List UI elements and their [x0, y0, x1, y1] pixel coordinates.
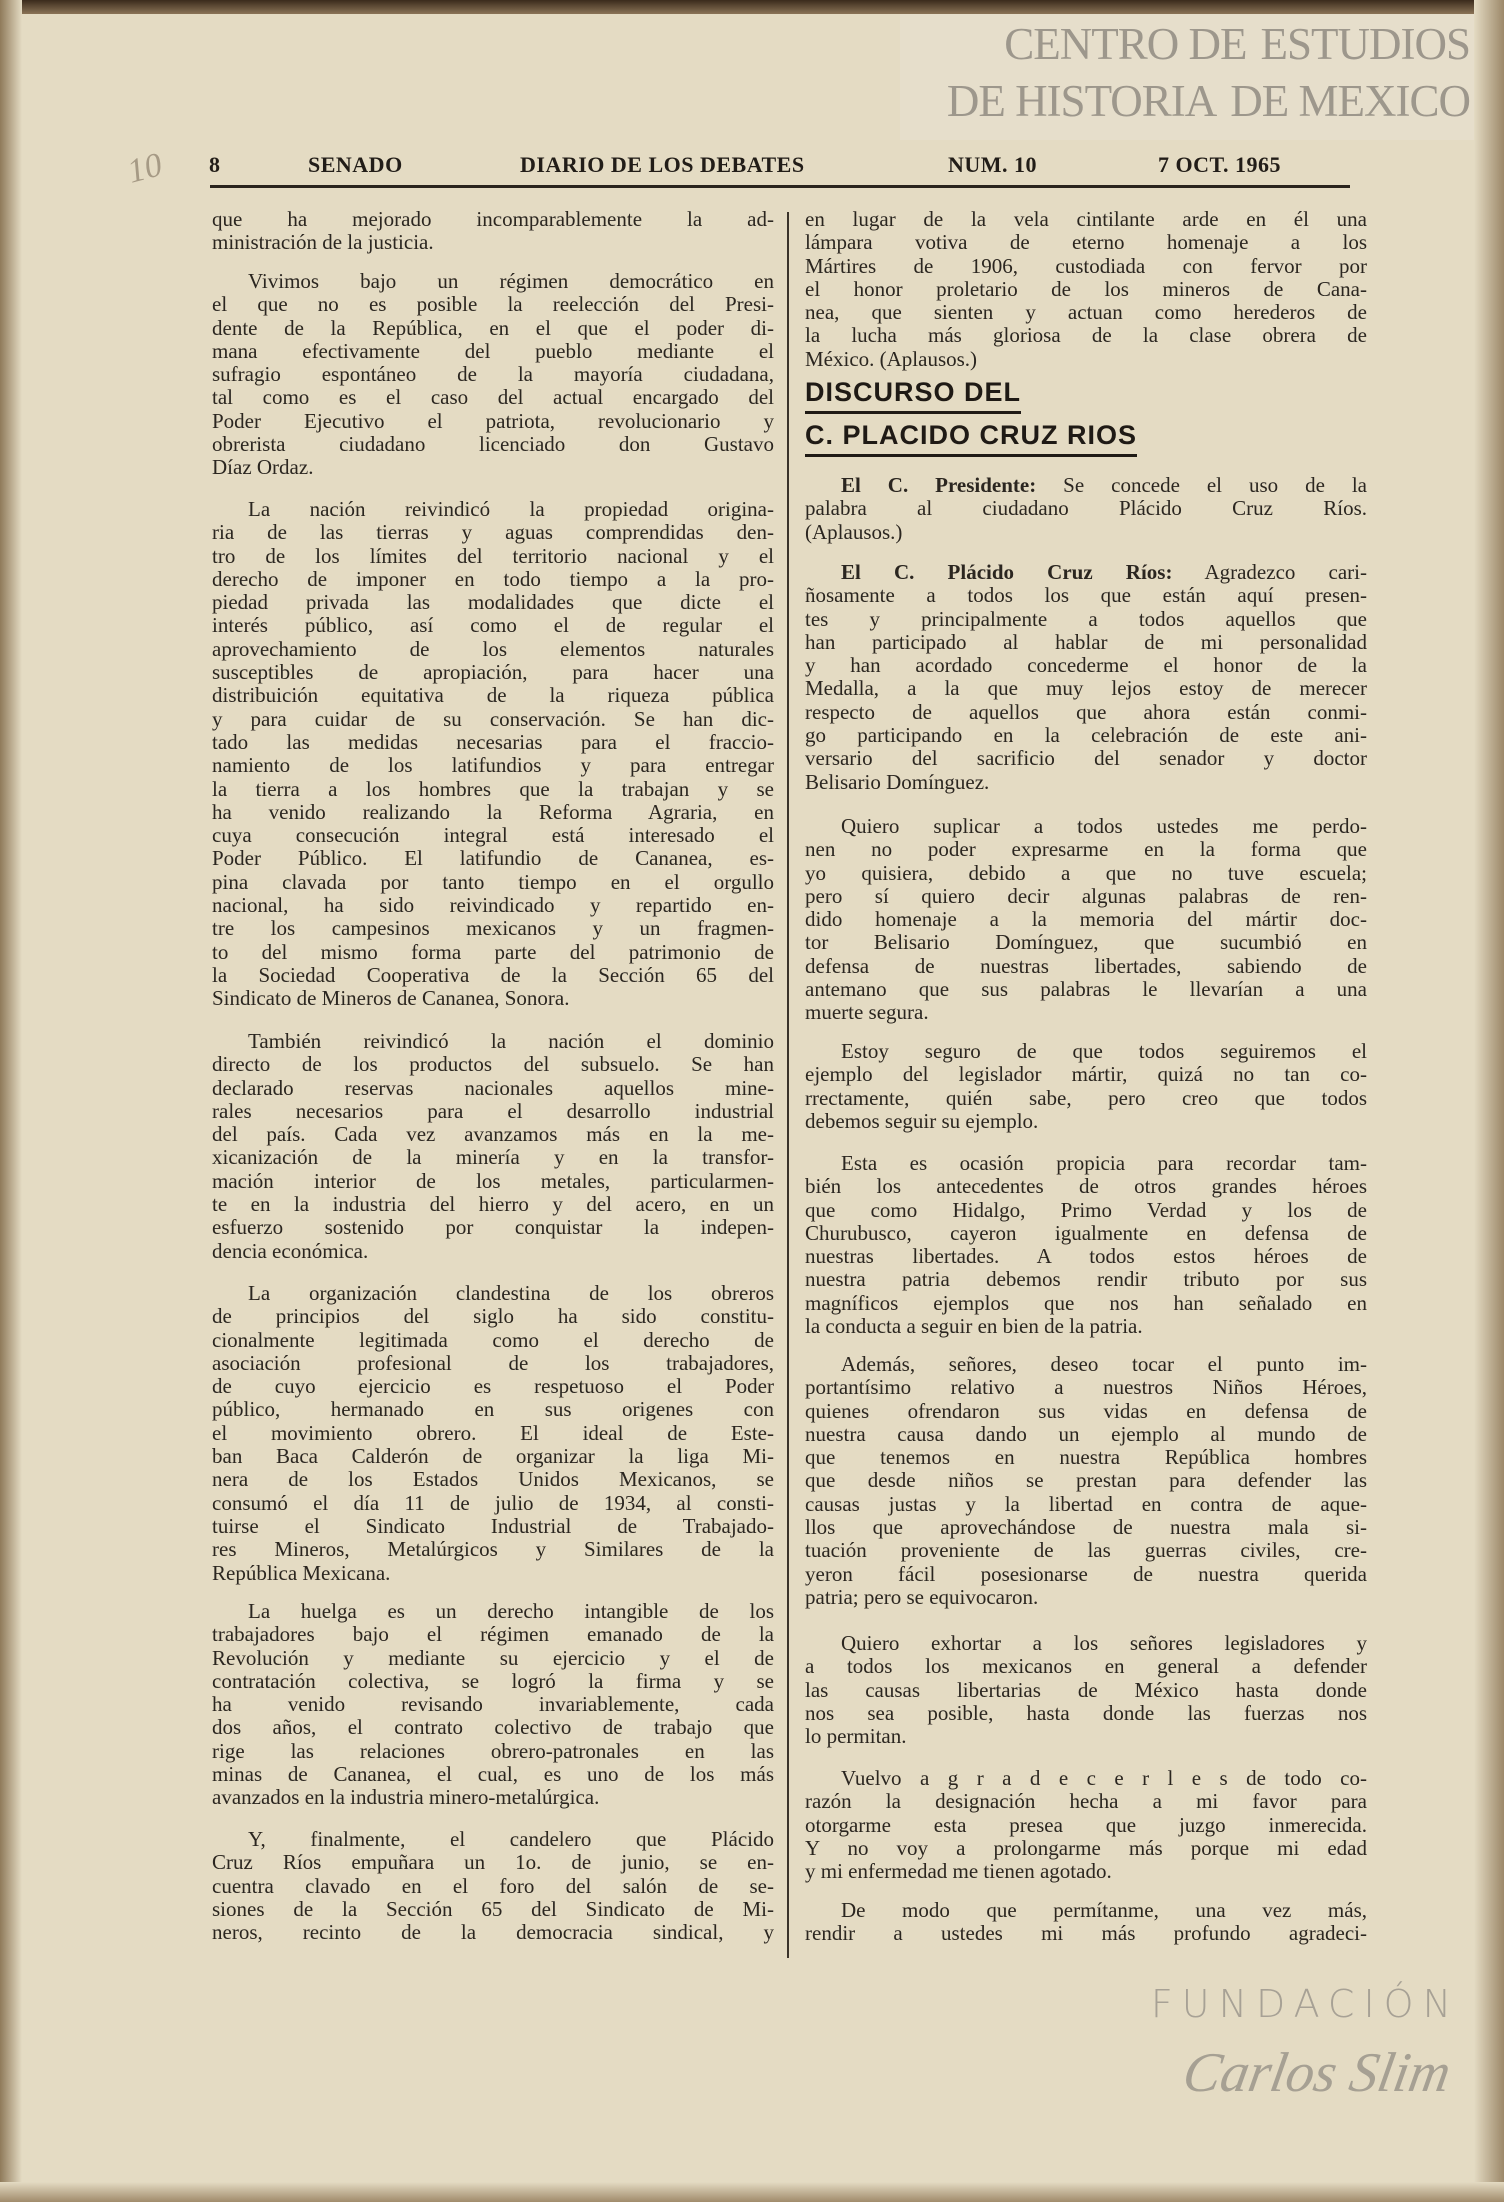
text-line: lámpara votiva de eterno homenaje a los	[805, 230, 1367, 255]
text-line: ñosamente a todos los que están aquí presen-	[805, 583, 1367, 608]
text-line: xicanización de la minería y en la transfor-	[212, 1145, 774, 1170]
speech-text: Se concede el uso de la	[1036, 473, 1367, 497]
text-line: mación interior de los metales, particularmen-	[212, 1168, 774, 1193]
text-line: versario del sacrificio del senador y doctor	[805, 746, 1367, 771]
text-line: tal como es el caso del actual encargado del	[212, 385, 774, 410]
text-line: cuya consecución integral está interesado el	[212, 823, 774, 848]
text-line: muerte segura.	[805, 1000, 929, 1025]
text-line: tuirse el Sindicato Industrial de Trabajado-	[212, 1513, 774, 1538]
watermark-row	[900, 76, 1470, 136]
text-line: la lucha más gloriosa de la clase obrera de	[805, 323, 1367, 348]
watermark-line: CENTRO DE	[1004, 19, 1247, 69]
text-line: La organización clandestina de los obreros	[248, 1281, 774, 1305]
text-line: directo de los productos del subsuelo. Se han	[212, 1052, 774, 1077]
text-line: dos años, el contrato colectivo de trabajo que	[212, 1715, 774, 1740]
header-chamber: SENADO	[308, 152, 403, 177]
header-rule	[210, 185, 1350, 188]
watermark-row	[900, 19, 1470, 79]
text-line: La huelga es un derecho intangible de los	[248, 1599, 774, 1623]
text-line: a todos los mexicanos en general a defender	[805, 1654, 1367, 1679]
paragraph	[805, 1899, 1367, 1946]
text-line: distribuición equitativa de la riqueza pública	[212, 683, 774, 708]
page-number: 8	[209, 152, 221, 177]
speaker-label: El C. Presidente:	[841, 473, 1037, 497]
text-line: trabajadores bajo el régimen emanado de la	[212, 1622, 774, 1647]
text-line: defensa de nuestras libertades, sabiendo de	[805, 953, 1367, 978]
text-line: rendir a ustedes mi más profundo agradeci-	[805, 1921, 1367, 1946]
text-line: tado las medidas necesarias para el fraccio-	[212, 729, 774, 754]
speaker-label: El C. Plácido Cruz Ríos:	[841, 560, 1173, 584]
text-line: sufragio espontáneo de la mayoría ciudadana,	[212, 362, 774, 387]
paragraph	[805, 1632, 1367, 1748]
text-line: Y no voy a prolongarme más porque mi edad	[805, 1835, 1367, 1860]
text-line: cuentra clavado en el foro del salón de se-	[212, 1873, 774, 1898]
text-line: la Sociedad Cooperativa de la Sección 65 del	[212, 962, 774, 987]
header-date: 7 OCT. 1965	[1158, 152, 1282, 177]
column-divider	[787, 212, 789, 1958]
text-line: derecho de imponer en todo tiempo a la pro-	[212, 566, 774, 591]
text-line: patria; pero se equivocaron.	[805, 1584, 1039, 1609]
text-line: También reivindicó la nación el dominio	[248, 1029, 774, 1053]
text-line: dente de la República, en el que el poder di-	[212, 315, 774, 340]
text-line: ministración de la justicia.	[212, 230, 434, 255]
paragraph	[212, 1282, 774, 1585]
text-line: debemos seguir su ejemplo.	[805, 1108, 1039, 1133]
text-line: nacional, ha sido reivindicado y repartido en-	[212, 893, 774, 918]
text-line: interés público, así como el de regular el	[212, 613, 774, 638]
text-line: tre los campesinos mexicanos y un fragmen-	[212, 916, 774, 941]
paragraph	[805, 815, 1367, 1025]
paragraph	[212, 1828, 774, 1944]
scan-edge-right	[1474, 0, 1504, 2202]
text-line: que como Hidalgo, Primo Verdad y los de	[805, 1197, 1367, 1222]
paragraph	[805, 1353, 1367, 1609]
text-line: avanzados en la industria minero-metalúrgica.	[212, 1785, 600, 1810]
section-heading-speaker: C. PLACIDO CRUZ RIOS	[805, 420, 1137, 457]
text-line: rrectamente, quién sabe, pero creo que todos	[805, 1085, 1367, 1110]
watermark-fundacion: FUNDACIÓN	[1150, 1982, 1460, 2026]
watermark-line: ESTUDIOS	[1260, 19, 1470, 69]
text-line: pero sí quiero decir algunas palabras de ren-	[805, 883, 1367, 908]
text-line: susceptibles de apropiación, para hacer una	[212, 660, 774, 685]
text-line: Poder Ejecutivo el patriota, revolucionario y	[212, 408, 774, 433]
text-line: La nación reivindicó la propiedad origina-	[248, 497, 774, 521]
watermark-signature: Carlos Slim	[1178, 2042, 1456, 2104]
text-line: piedad privada las modalidades que dicte el	[212, 590, 774, 615]
text-line: causas justas y la libertad en contra de aque-	[805, 1491, 1367, 1516]
text-line: Además, señores, deseo tocar el punto im-	[841, 1352, 1367, 1376]
text-line: tro de los límites del territorio nacional y el	[212, 543, 774, 568]
speech-text: Agradezco cari-	[1172, 560, 1367, 584]
text-line: res Mineros, Metalúrgicos y Similares de la	[212, 1537, 774, 1562]
text-line: tuación proveniente de las guerras civiles, cre-	[805, 1538, 1367, 1563]
text-line: De modo que permítanme, una vez más,	[841, 1898, 1367, 1922]
text-line: consumó el día 11 de julio de 1934, al consti-	[212, 1490, 774, 1515]
text-line: y han acordado concederme el honor de la	[805, 653, 1367, 678]
text-line: Revolución y mediante su ejercicio y el de	[212, 1645, 774, 1670]
text-line: obrerista ciudadano licenciado don Gustavo	[212, 432, 774, 457]
text-line: que tenemos en nuestra República hombres	[805, 1445, 1367, 1470]
text-line: Medalla, a la que muy lejos estoy de merecer	[805, 676, 1367, 701]
speaker-paragraph	[805, 474, 1367, 544]
text-line: esfuerzo sostenido por conquistar la indepen-	[212, 1215, 774, 1240]
text-line: Quiero exhortar a los señores legisladores y	[841, 1631, 1367, 1655]
text-line: el movimiento obrero. El ideal de Este-	[212, 1420, 774, 1445]
text-line: declarado reservas nacionales aquellos mine-	[212, 1075, 774, 1100]
text-line: México. (Aplausos.)	[805, 346, 978, 371]
paragraph	[805, 1040, 1367, 1133]
text-line: nen no poder expresarme en la forma que	[805, 837, 1367, 862]
text-line: tor Belisario Domínguez, que sucumbió en	[805, 930, 1367, 955]
text-line: de cuyo ejercicio es respetuoso el Poder	[212, 1374, 774, 1399]
text-line: Mártires de 1906, custodiada con fervor por	[805, 253, 1367, 278]
text-line: Vuelvo a g r a d e c e r l e s de todo co-	[841, 1766, 1367, 1790]
text-line: Estoy seguro de que todos seguiremos el	[841, 1039, 1367, 1063]
text-line: portantísimo relativo a nuestros Niños Héroes,	[805, 1375, 1367, 1400]
text-line: palabra al ciudadano Plácido Cruz Ríos.	[805, 496, 1367, 521]
paragraph	[805, 208, 1367, 371]
text-line: Belisario Domínguez.	[805, 769, 990, 794]
text-line: contratación colectiva, se logró la firma y se	[212, 1668, 774, 1693]
text-line: asociación profesional de los trabajadores,	[212, 1350, 774, 1375]
pencil-page-mark: 10	[123, 146, 167, 191]
text-line: la conducta a seguir en bien de la patria.	[805, 1314, 1143, 1339]
text-line: la tierra a los hombres que la trabajan y se	[212, 776, 774, 801]
text-line: yo quisiera, debido a que no tuve escuela;	[805, 860, 1367, 885]
text-line: respecto de aquellos que ahora están conmi-	[805, 699, 1367, 724]
text-line: aprovechamiento de los elementos naturales	[212, 636, 774, 661]
text-line: (Aplausos.)	[805, 519, 903, 544]
text-line: go participando en la celebración de este ani-	[805, 723, 1367, 748]
watermark-line: DE MEXICO	[1230, 76, 1470, 126]
text-line: que desde niños se prestan para defender las	[805, 1468, 1367, 1493]
text-line: Quiero suplicar a todos ustedes me perdo-	[841, 814, 1367, 838]
text-line: Poder Público. El latifundio de Cananea, es-	[212, 846, 774, 871]
text-line	[805, 561, 1367, 584]
paragraph	[212, 270, 774, 480]
text-line: razón la designación hecha a mi favor para	[805, 1789, 1367, 1814]
text-line: siones de la Sección 65 del Sindicato de Mi-	[212, 1896, 774, 1921]
text-line: te en la industria del hierro y del acero, en un	[212, 1192, 774, 1217]
text-line: quienes ofrendaron sus vidas en defensa de	[805, 1398, 1367, 1423]
text-line: nea, que sienten y actuan como herederos de	[805, 300, 1367, 325]
paragraph	[212, 1600, 774, 1810]
text-line: y para cuidar de su conservación. Se han dic-	[212, 706, 774, 731]
text-line: rales necesarios para el desarrollo industrial	[212, 1098, 774, 1123]
text-line: pina clavada por tanto tiempo en el orgullo	[212, 869, 774, 894]
header-publication: DIARIO DE LOS DEBATES	[520, 152, 805, 177]
text-line: Y, finalmente, el candelero que Plácido	[248, 1827, 774, 1851]
paragraph	[212, 498, 774, 1011]
text-line: rige las relaciones obrero-patronales en las	[212, 1738, 774, 1763]
text-line: lo permitan.	[805, 1724, 907, 1749]
text-line: Cruz Ríos empuñara un 1o. de junio, se en-	[212, 1850, 774, 1875]
text-line: tes y principalmente a todos aquellos que	[805, 606, 1367, 631]
text-line: magníficos ejemplos que nos han señalado en	[805, 1290, 1367, 1315]
watermark-line: DE HISTORIA	[946, 76, 1217, 126]
text-line: público, hermanado en sus origenes con	[212, 1397, 774, 1422]
text-line: yeron fácil posesionarse de nuestra querida	[805, 1561, 1367, 1586]
text-line: las causas libertarias de México hasta donde	[805, 1677, 1367, 1702]
speaker-paragraph	[805, 561, 1367, 794]
text-line: han participado al hablar de mi personalidad	[805, 629, 1367, 654]
text-line: otorgarme esta presea que juzgo inmerecida.	[805, 1812, 1367, 1837]
text-line: to del mismo forma parte del patrimonio de	[212, 939, 774, 964]
header-issue-number: NUM. 10	[948, 152, 1038, 177]
paragraph	[805, 1152, 1367, 1338]
paragraph	[212, 208, 774, 255]
text-line: nuestra causa dando un ejemplo al mundo de	[805, 1421, 1367, 1446]
text-line: antemano que sus palabras le llevarían a una	[805, 977, 1367, 1002]
text-line: minas de Cananea, el cual, es uno de los más	[212, 1762, 774, 1787]
text-line: nos sea posible, hasta donde las fuerzas nos	[805, 1700, 1367, 1725]
text-line: neros, recinto de la democracia sindical, y	[212, 1920, 774, 1945]
scan-edge-bottom	[0, 2182, 1504, 2202]
watermark-centro-estudios	[900, 19, 1470, 136]
text-line: dido homenaje a la memoria del mártir doc-	[805, 907, 1367, 932]
text-line: el honor proletario de los mineros de Cana-	[805, 276, 1367, 301]
text-line: ria de las tierras y aguas comprendidas den-	[212, 520, 774, 545]
text-line: República Mexicana.	[212, 1560, 391, 1585]
text-line	[805, 474, 1367, 497]
text-line: Esta es ocasión propicia para recordar tam-	[841, 1151, 1367, 1175]
text-line: nuestras libertades. A todos estos héroes de	[805, 1244, 1367, 1269]
text-line: Churubusco, cayeron igualmente en defensa de	[805, 1220, 1367, 1245]
text-line: bién los antecedentes de otros grandes héroes	[805, 1174, 1367, 1199]
text-line: Díaz Ordaz.	[212, 455, 314, 480]
text-line: Vivimos bajo un régimen democrático en	[248, 269, 774, 293]
text-line: llos que aprovechándose de nuestra mala si-	[805, 1515, 1367, 1540]
text-line: del país. Cada vez avanzamos más en la me-	[212, 1122, 774, 1147]
text-line: ha venido realizando la Reforma Agraria, en	[212, 799, 774, 824]
text-line: namiento de los latifundios y para entregar	[212, 753, 774, 778]
text-line: y mi enfermedad me tienen agotado.	[805, 1859, 1112, 1884]
paragraph	[212, 1030, 774, 1263]
section-heading-discurso: DISCURSO DEL	[805, 377, 1021, 414]
paragraph	[805, 1767, 1367, 1883]
text-line: dencia económica.	[212, 1238, 369, 1263]
text-line: Sindicato de Mineros de Cananea, Sonora.	[212, 986, 570, 1011]
text-line: nuestra patria debemos rendir tributo por sus	[805, 1267, 1367, 1292]
text-line: que ha mejorado incomparablemente la ad-	[212, 207, 774, 231]
text-line: en lugar de la vela cintilante arde en él una	[805, 207, 1367, 231]
text-line: cionalmente legitimada como el derecho de	[212, 1327, 774, 1352]
text-line: ban Baca Calderón de organizar la liga Mi-	[212, 1444, 774, 1469]
scan-edge-top	[0, 0, 1504, 14]
text-line: ejemplo del legislador mártir, quizá no tan co-	[805, 1062, 1367, 1087]
text-line: de principios del siglo ha sido constitu-	[212, 1304, 774, 1329]
text-line: el que no es posible la reelección del Presi-	[212, 292, 774, 317]
text-line: nera de los Estados Unidos Mexicanos, se	[212, 1467, 774, 1492]
text-line: ha venido revisando invariablemente, cada	[212, 1692, 774, 1717]
scan-edge-left	[0, 0, 22, 2202]
text-line: mana efectivamente del pueblo mediante el	[212, 338, 774, 363]
